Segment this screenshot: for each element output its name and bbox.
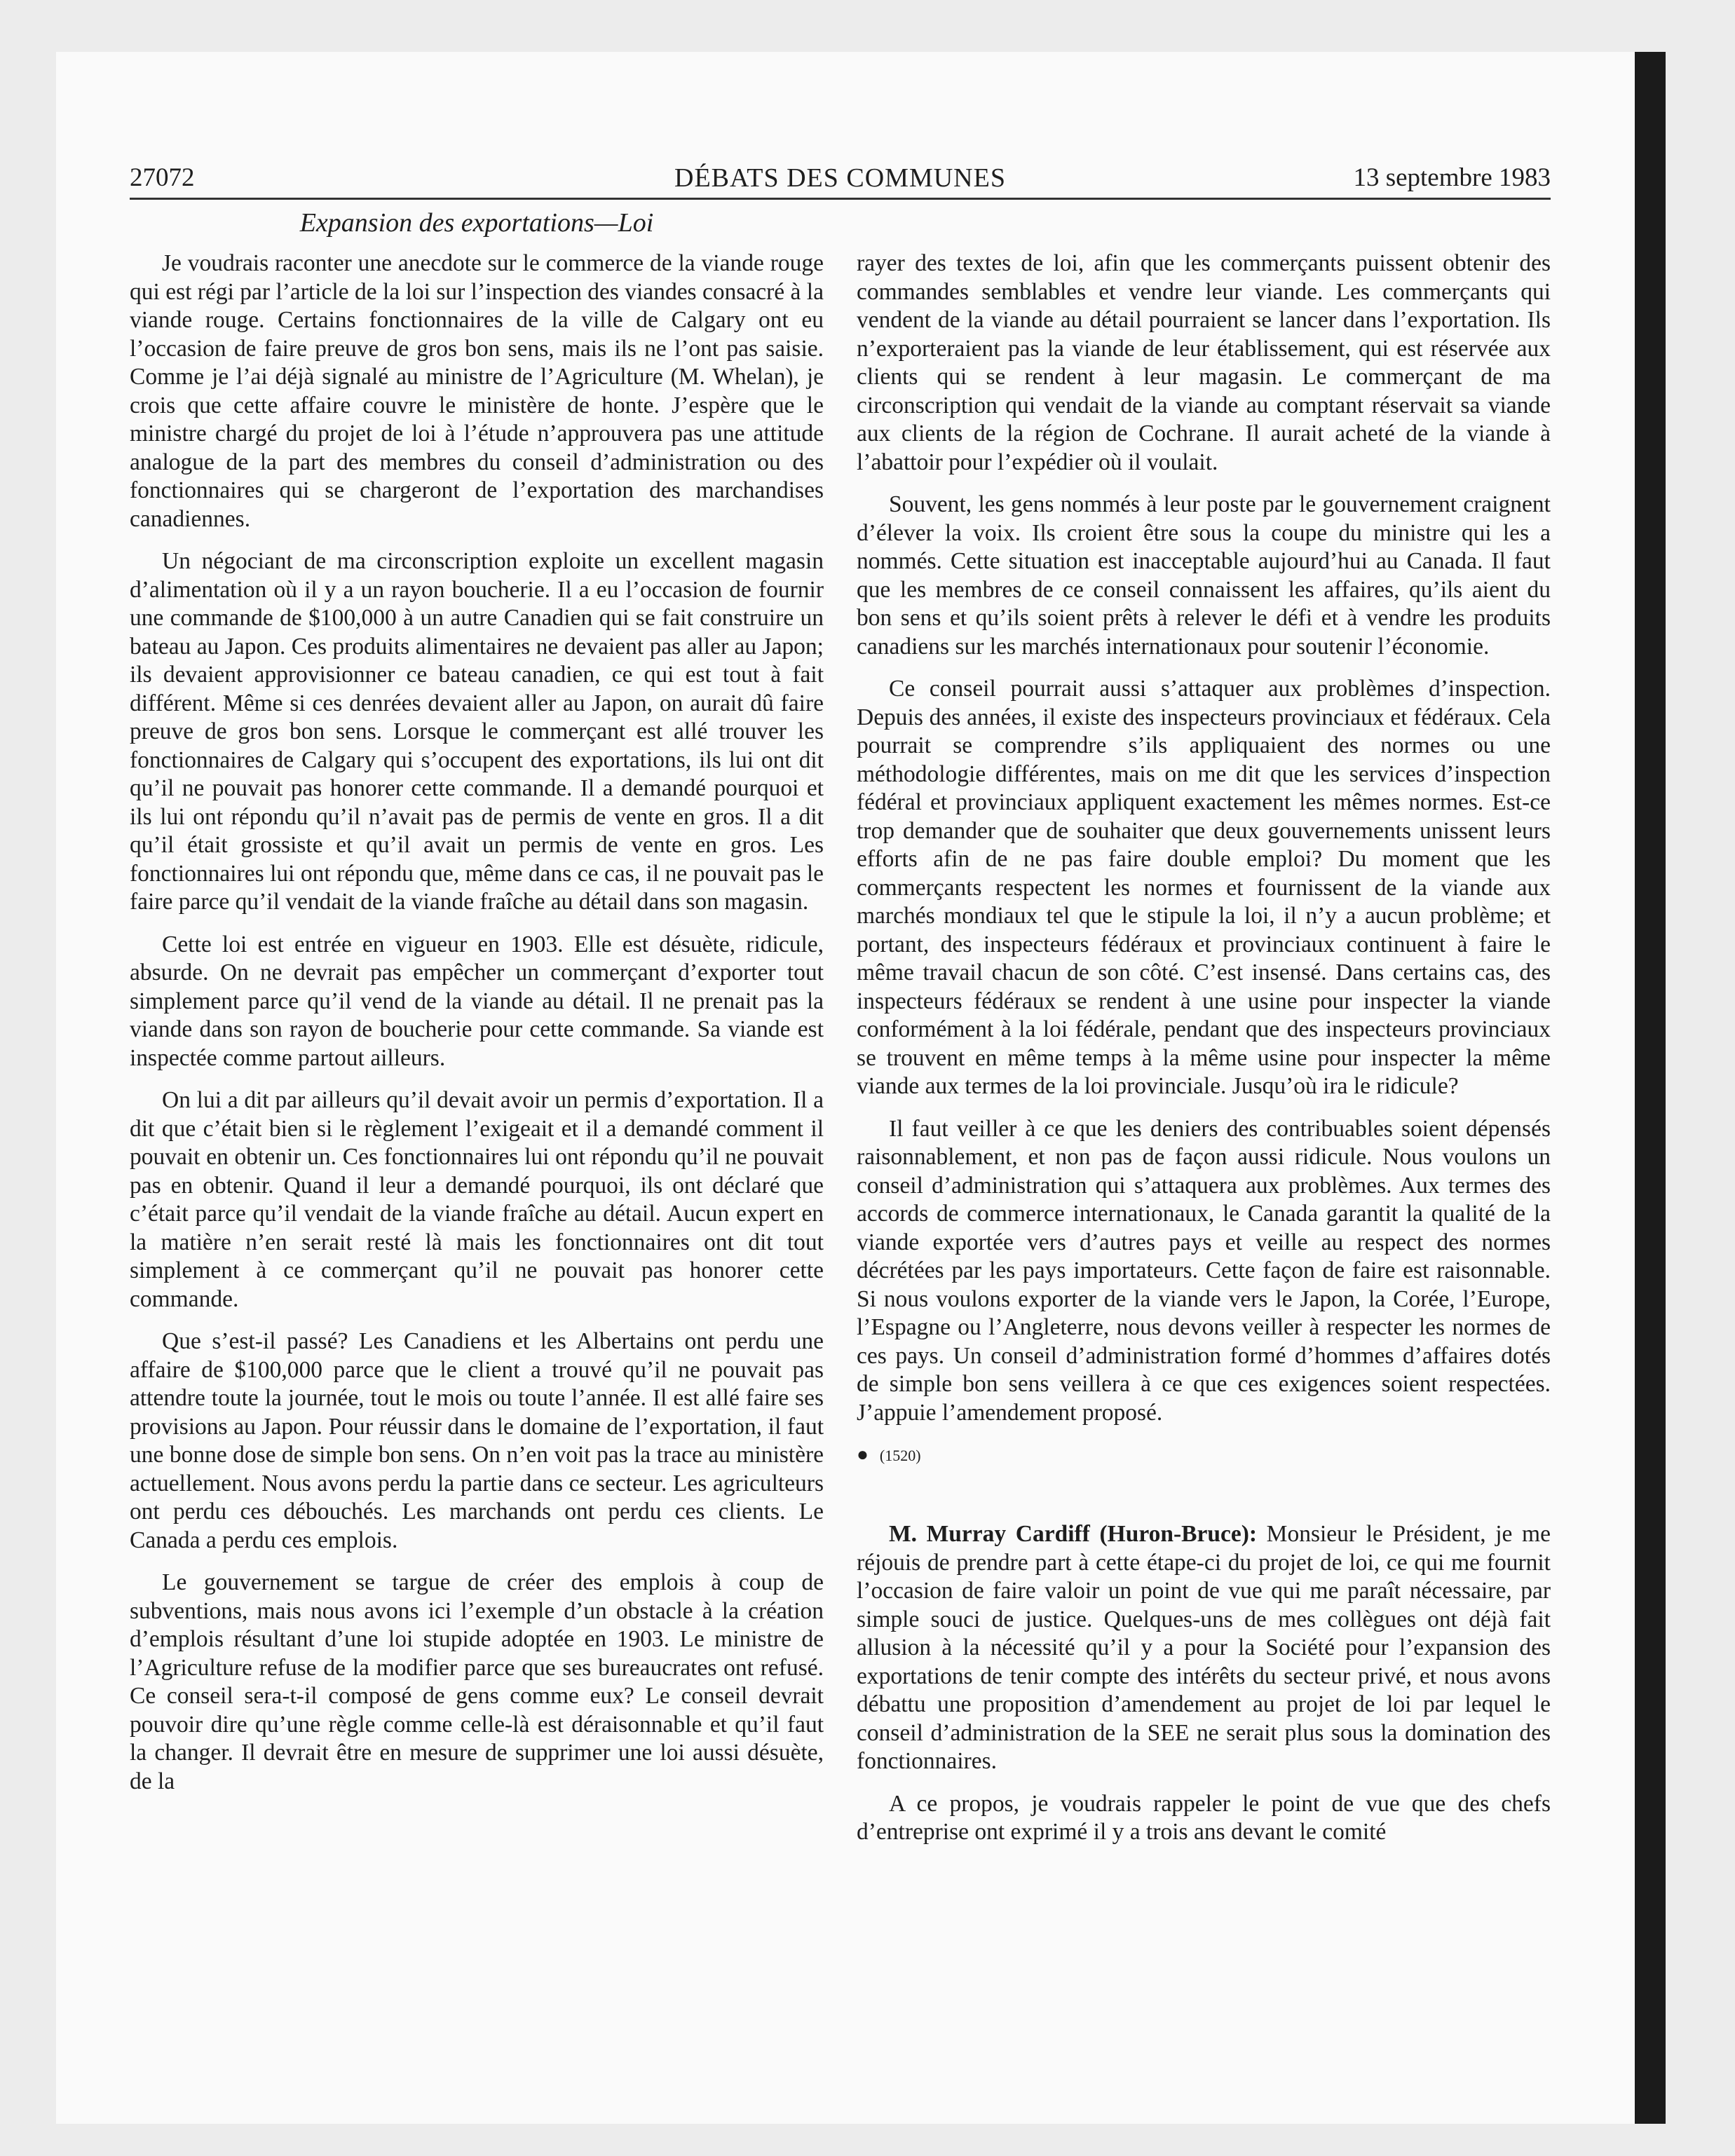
publication-title: DÉBATS DES COMMUNES [674,163,1006,193]
scan-edge-shadow [1635,52,1666,2124]
speaker-name: M. Murray Cardiff (Huron-Bruce): [889,1521,1258,1547]
left-column [130,250,824,1810]
speech-paragraph [857,1520,1551,1776]
paragraph: Cette loi est entrée en vigueur en 1903. Elle est désuète, ridicule, absurde. On ne devrait pas empêcher un commerçant d’exporter tout simplement parce qu’il vend de la viande au détail. Il ne prenait pas la viande dans son rayon de boucherie pour cette commande. Sa viande est inspectée comme partout ailleurs. [130,931,824,1071]
right-column [857,250,1551,1861]
paragraph: Il faut veiller à ce que les deniers des contribuables soient dépensés raisonnablement, et non pas de façon aussi ridicule. Nous voulons un conseil d’administration qui s’attaquera aux problèmes. Aux termes des accords de commerce internationaux, le Canada garantit la qualité de la viande exportée vers d’autres pays et veille au respect des normes décrétées par les pays importateurs. Cette façon de faire est raisonnable. Si nous voulons exporter de la viande vers le Japon, la Corée, l’Europe, l’Espagne ou l’Angleterre, nous devons veiller à respecter les normes de ces pays. Un conseil d’administration formé d’hommes d’affaires dotés de simple bon sens veillera à ce que ces exigences soient respectées. J’appuie l’amendement proposé. [857,1115,1551,1426]
header-rule [130,198,1551,200]
paragraph: A ce propos, je voudrais rappeler le point de vue que des chefs d’entreprise ont exprimé il y a trois ans devant le comité [857,1790,1551,1845]
section-title: Expansion des exportations—Loi [299,208,654,238]
paragraph: Le gouvernement se targue de créer des emplois à coup de subventions, mais nous avons ici l’exemple d’un obstacle à la création d’emplois résultant d’une loi stupide adoptée en 1903. Le ministre de l’Agriculture refuse de la modifier parce que ses bureaucrates ont refusé. Ce conseil sera-t-il composé de gens comme eux? Le conseil devrait pouvoir dire qu’une règle comme celle-là est déraisonnable et qu’il faut la changer. Il devrait être en mesure de supprimer une loi aussi désuète, de la [130,1569,824,1794]
speech-text: Monsieur le Président, je me réjouis de prendre part à cette étape-ci du projet de loi, ce qui me fournit l’occasion de faire valoir un point de vue qui me paraît nécessaire, par simple souci de justice. Quelques-uns de mes collègues ont déjà fait allusion à la nécessité qu’il y a pour la Société pour l’expansion des exportations de tenir compte des intérêts du secteur privé, et nous avons débattu une proposition d’amendement au projet de loi par lequel le conseil d’administration de la SEE ne serait plus sous la domination des fonctionnaires. [857,1521,1551,1774]
time-marker [857,1441,1551,1470]
running-header [130,161,1551,195]
continued-paragraph: rayer des textes de loi, afin que les commerçants puissent obtenir des commandes semblables et vendre leur viande. Les commerçants qui vendent de la viande au détail pourraient se lancer dans l’exportation. Ils n’exporteraient pas la viande de leur établissement, qui est réservée aux clients qui se rendent à leur magasin. Le commerçant de ma circonscription qui vendait de la viande au comptant réservait sa viande aux clients de la région de Cochrane. Il aurait acheté de la viande à l’abattoir pour l’expédier où il voulait. [857,250,1551,475]
publication-date: 13 septembre 1983 [1353,163,1551,192]
bullet-icon: ● [857,1444,869,1466]
paragraph: Ce conseil pourrait aussi s’attaquer aux problèmes d’inspection. Depuis des années, il existe des inspecteurs provinciaux et fédéraux. Cela pourrait se comprendre s’ils appliquaient des normes ou une méthodologie différentes, mais on me dit que les services d’inspection fédéral et provinciaux appliquent exactement les mêmes normes. Est-ce trop demander que de souhaiter que deux gouvernements unissent leurs efforts afin de ne pas faire double emploi? Du moment que les commerçants respectent les normes et fournissent de la viande aux marchés mondiaux tel que le stipule la loi, il n’y a aucun problème; et portant, des inspecteurs fédéraux et provinciaux continuent à faire le même travail chacun de son côté. C’est insensé. Dans certains cas, des inspecteurs fédéraux se rendent à une usine pour inspecter la viande conformément à la loi fédérale, pendant que des inspecteurs provinciaux se trouvent en même temps à la même usine pour inspecter la même viande aux termes de la loi provinciale. Jusqu’où ira le ridicule? [857,676,1551,1099]
page-number: 27072 [130,163,195,192]
paragraph: Je voudrais raconter une anecdote sur le commerce de la viande rouge qui est régi par l’article de la loi sur l’inspection des viandes consacré à la viande rouge. Certains fonctionnaires de la ville de Calgary ont eu l’occasion de faire preuve de gros bon sens, mais ils ne l’ont pas saisie. Comme je l’ai déjà signalé au ministre de l’Agriculture (M. Whelan), je crois que cette affaire couvre le ministère de honte. J’espère que le ministre chargé du projet de loi à l’étude n’approuvera pas une attitude analogue de la part des membres du conseil d’administration ou des fonctionnaires qui se chargeront de l’exportation des marchandises canadiennes. [130,250,824,532]
paragraph: Que s’est-il passé? Les Canadiens et les Albertains ont perdu une affaire de $100,000 parce que le client a trouvé qu’il ne pouvait pas attendre toute la journée, tout le mois ou toute l’année. Il est allé faire ses provisions au Japon. Pour réussir dans le domaine de l’exportation, il faut une bonne dose de simple bon sens. On n’en voit pas la trace au ministère actuellement. Nous avons perdu la partie dans ce secteur. Les agriculteurs ont perdu ces débouchés. Les marchands ont perdu ces clients. Le Canada a perdu ces emplois. [130,1328,824,1553]
paragraph: On lui a dit par ailleurs qu’il devait avoir un permis d’exportation. Il a dit que c’était bien si le règlement l’exigeait et il a demandé comment il pouvait en obtenir un. Ces fonctionnaires lui ont répondu qu’il ne pouvait pas en obtenir. Quand il leur a demandé pourquoi, ils ont déclaré que c’était parce qu’il vendait de la viande fraîche au détail. Aucun expert en la matière n’en serait resté là mais les fonctionnaires ont dit tout simplement à ce commerçant qu’il ne pouvait pas honorer cette commande. [130,1087,824,1312]
paragraph: Un négociant de ma circonscription exploite un excellent magasin d’alimentation où il y a un rayon boucherie. Il a eu l’occasion de fournir une commande de $100,000 à un autre Canadien qui se fait construire un bateau au Japon. Ces produits alimentaires ne devaient pas aller au Japon; ils devaient approvisionner ce bateau canadien, ce qui est tout à fait différent. Même si ces denrées devaient aller au Japon, on aurait dû faire preuve de gros bon sens. Lorsque le commerçant est allé trouver les fonctionnaires de Calgary qui s’occupent des exportations, ils lui ont dit qu’il ne pouvait pas honorer cette commande. Il a demandé pourquoi et ils lui ont répondu qu’il n’avait pas de permis de vente en gros. Il a dit qu’il était grossiste et qu’il avait un permis de vente en gros. Les fonctionnaires lui ont répondu que, même dans ce cas, il ne pouvait pas le faire parce qu’il vendait de la viande fraîche au détail dans son magasin. [130,548,824,915]
time-marker-text: (1520) [879,1447,921,1464]
paragraph: Souvent, les gens nommés à leur poste par le gouvernement craignent d’élever la voix. Ils croient être sous la coupe du ministre qui les a nommés. Cette situation est inacceptable aujourd’hui au Canada. Il faut que les membres de ce conseil connaissent les affaires, qu’ils aient du bon sens et qu’ils soient prêts à relever le défi et à vendre les produits canadiens sur les marchés internationaux pour soutenir l’économie. [857,491,1551,660]
